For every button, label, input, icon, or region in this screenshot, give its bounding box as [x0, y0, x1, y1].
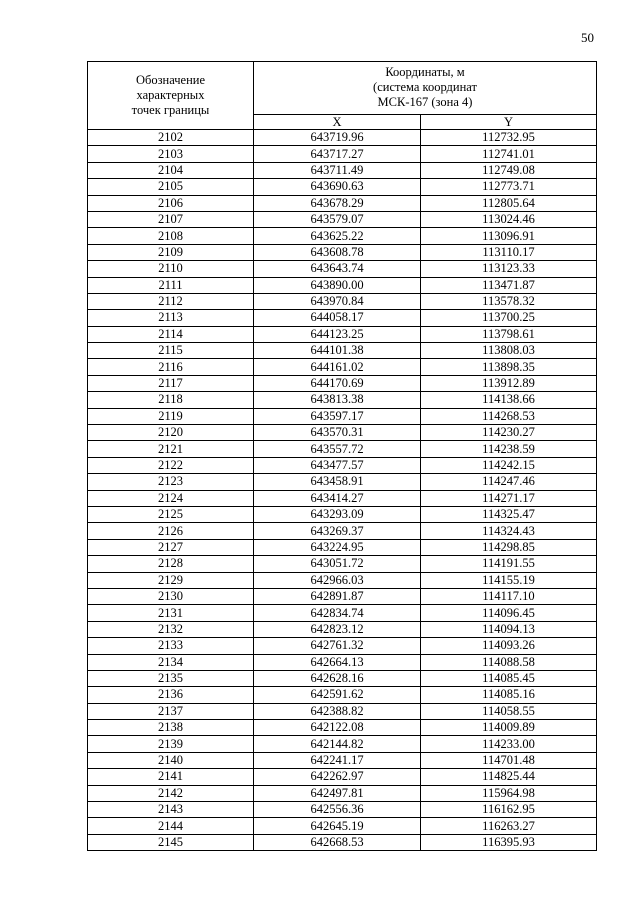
- header-id-line: Обозначение: [135, 73, 206, 87]
- header-y: Y: [421, 114, 597, 129]
- point-id-cell: 2104: [88, 162, 254, 178]
- coordinates-table: [87, 61, 597, 851]
- y-cell: 114230.27: [421, 425, 597, 441]
- x-cell: 642241.17: [254, 752, 421, 768]
- table-row: [88, 130, 597, 146]
- table-body: [88, 130, 597, 851]
- y-cell: 114094.13: [421, 621, 597, 637]
- header-id-line: характерных: [136, 88, 205, 102]
- y-cell: 113024.46: [421, 211, 597, 227]
- table-row: [88, 523, 597, 539]
- x-cell: 643269.37: [254, 523, 421, 539]
- table-row: [88, 638, 597, 654]
- table-row: [88, 785, 597, 801]
- x-cell: 642664.13: [254, 654, 421, 670]
- x-cell: 643293.09: [254, 506, 421, 522]
- y-cell: 114191.55: [421, 556, 597, 572]
- header-x: X: [254, 114, 421, 129]
- y-cell: 113912.89: [421, 375, 597, 391]
- table-row: [88, 539, 597, 555]
- point-id-cell: 2116: [88, 359, 254, 375]
- x-cell: 642645.19: [254, 818, 421, 834]
- point-id-cell: 2122: [88, 457, 254, 473]
- x-cell: 642628.16: [254, 670, 421, 686]
- table-row: [88, 490, 597, 506]
- x-cell: 642891.87: [254, 588, 421, 604]
- point-id-cell: 2127: [88, 539, 254, 555]
- point-id-cell: 2107: [88, 211, 254, 227]
- x-cell: 642388.82: [254, 703, 421, 719]
- y-cell: 114093.26: [421, 638, 597, 654]
- table-row: [88, 211, 597, 227]
- table-row: [88, 818, 597, 834]
- x-cell: 644161.02: [254, 359, 421, 375]
- y-cell: 114238.59: [421, 441, 597, 457]
- point-id-cell: 2136: [88, 687, 254, 703]
- x-cell: 643711.49: [254, 162, 421, 178]
- point-id-cell: 2118: [88, 392, 254, 408]
- point-id-cell: 2140: [88, 752, 254, 768]
- y-cell: 114138.66: [421, 392, 597, 408]
- table-row: [88, 687, 597, 703]
- page-number: 50: [581, 30, 594, 45]
- x-cell: 644101.38: [254, 343, 421, 359]
- table-row: [88, 802, 597, 818]
- y-cell: 114825.44: [421, 769, 597, 785]
- x-cell: 644058.17: [254, 310, 421, 326]
- y-cell: 114088.58: [421, 654, 597, 670]
- table-row: [88, 392, 597, 408]
- point-id-cell: 2139: [88, 736, 254, 752]
- y-cell: 115964.98: [421, 785, 597, 801]
- table-row: [88, 834, 597, 850]
- table-row: [88, 441, 597, 457]
- table-row: [88, 162, 597, 178]
- table-row: [88, 293, 597, 309]
- y-cell: 113898.35: [421, 359, 597, 375]
- point-id-cell: 2114: [88, 326, 254, 342]
- y-cell: 116263.27: [421, 818, 597, 834]
- y-cell: 113471.87: [421, 277, 597, 293]
- point-id-cell: 2105: [88, 179, 254, 195]
- table-row: [88, 228, 597, 244]
- x-cell: 643890.00: [254, 277, 421, 293]
- point-id-cell: 2128: [88, 556, 254, 572]
- point-id-cell: 2130: [88, 588, 254, 604]
- point-id-cell: 2108: [88, 228, 254, 244]
- y-cell: 114096.45: [421, 605, 597, 621]
- y-cell: 114324.43: [421, 523, 597, 539]
- x-cell: 643570.31: [254, 425, 421, 441]
- y-cell: 113123.33: [421, 261, 597, 277]
- x-cell: 643678.29: [254, 195, 421, 211]
- y-cell: 114009.89: [421, 720, 597, 736]
- header-coords-line: (система координат: [373, 80, 477, 95]
- point-id-cell: 2109: [88, 244, 254, 260]
- point-id-cell: 2134: [88, 654, 254, 670]
- y-cell: 113700.25: [421, 310, 597, 326]
- table-row: [88, 146, 597, 162]
- x-cell: 643557.72: [254, 441, 421, 457]
- point-id-cell: 2135: [88, 670, 254, 686]
- point-id-cell: 2103: [88, 146, 254, 162]
- point-id-cell: 2138: [88, 720, 254, 736]
- x-cell: 643690.63: [254, 179, 421, 195]
- x-cell: 643813.38: [254, 392, 421, 408]
- table-row: [88, 654, 597, 670]
- point-id-cell: 2117: [88, 375, 254, 391]
- header-id-line: точек границы: [131, 103, 210, 117]
- x-cell: 643414.27: [254, 490, 421, 506]
- x-cell: 642966.03: [254, 572, 421, 588]
- table-row: [88, 703, 597, 719]
- x-cell: 643458.91: [254, 474, 421, 490]
- x-cell: 644123.25: [254, 326, 421, 342]
- point-id-cell: 2141: [88, 769, 254, 785]
- x-cell: 642591.62: [254, 687, 421, 703]
- point-id-cell: 2142: [88, 785, 254, 801]
- x-cell: 643625.22: [254, 228, 421, 244]
- point-id-cell: 2145: [88, 834, 254, 850]
- point-id-cell: 2121: [88, 441, 254, 457]
- table-row: [88, 474, 597, 490]
- point-id-cell: 2143: [88, 802, 254, 818]
- point-id-cell: 2119: [88, 408, 254, 424]
- header-coords-line: МСК-167 (зона 4): [377, 95, 473, 110]
- y-cell: 114701.48: [421, 752, 597, 768]
- table-row: [88, 621, 597, 637]
- table-row: [88, 572, 597, 588]
- x-cell: 643051.72: [254, 556, 421, 572]
- table-row: [88, 310, 597, 326]
- y-cell: 114085.16: [421, 687, 597, 703]
- x-cell: 643608.78: [254, 244, 421, 260]
- table-row: [88, 375, 597, 391]
- y-cell: 113808.03: [421, 343, 597, 359]
- y-cell: 114233.00: [421, 736, 597, 752]
- y-cell: 114058.55: [421, 703, 597, 719]
- x-cell: 643717.27: [254, 146, 421, 162]
- point-id-cell: 2132: [88, 621, 254, 637]
- point-id-cell: 2113: [88, 310, 254, 326]
- point-id-cell: 2124: [88, 490, 254, 506]
- y-cell: 114271.17: [421, 490, 597, 506]
- x-cell: 642823.12: [254, 621, 421, 637]
- x-cell: 643970.84: [254, 293, 421, 309]
- table-row: [88, 179, 597, 195]
- table-row: [88, 326, 597, 342]
- x-cell: 642834.74: [254, 605, 421, 621]
- point-id-cell: 2111: [88, 277, 254, 293]
- x-cell: 643597.17: [254, 408, 421, 424]
- x-cell: 643643.74: [254, 261, 421, 277]
- x-cell: 642497.81: [254, 785, 421, 801]
- table-row: [88, 408, 597, 424]
- y-cell: 114325.47: [421, 506, 597, 522]
- table-row: [88, 244, 597, 260]
- point-id-cell: 2133: [88, 638, 254, 654]
- table-row: [88, 506, 597, 522]
- point-id-cell: 2129: [88, 572, 254, 588]
- table-row: [88, 195, 597, 211]
- y-cell: 114242.15: [421, 457, 597, 473]
- point-id-cell: 2144: [88, 818, 254, 834]
- y-cell: 112741.01: [421, 146, 597, 162]
- y-cell: 113798.61: [421, 326, 597, 342]
- point-id-cell: 2137: [88, 703, 254, 719]
- table-row: [88, 556, 597, 572]
- table-row: [88, 277, 597, 293]
- y-cell: 114268.53: [421, 408, 597, 424]
- header-coordinates: [254, 62, 597, 115]
- y-cell: 113110.17: [421, 244, 597, 260]
- table-row: [88, 752, 597, 768]
- point-id-cell: 2120: [88, 425, 254, 441]
- x-cell: 643719.96: [254, 130, 421, 146]
- point-id-cell: 2123: [88, 474, 254, 490]
- point-id-cell: 2131: [88, 605, 254, 621]
- y-cell: 112773.71: [421, 179, 597, 195]
- y-cell: 113096.91: [421, 228, 597, 244]
- point-id-cell: 2102: [88, 130, 254, 146]
- x-cell: 642668.53: [254, 834, 421, 850]
- table-row: [88, 720, 597, 736]
- y-cell: 114298.85: [421, 539, 597, 555]
- point-id-cell: 2110: [88, 261, 254, 277]
- x-cell: 642144.82: [254, 736, 421, 752]
- x-cell: 642556.36: [254, 802, 421, 818]
- x-cell: 642761.32: [254, 638, 421, 654]
- x-cell: 643224.95: [254, 539, 421, 555]
- table-row: [88, 359, 597, 375]
- point-id-cell: 2125: [88, 506, 254, 522]
- y-cell: 112749.08: [421, 162, 597, 178]
- table-row: [88, 343, 597, 359]
- header-point-designation: [88, 62, 254, 130]
- table-row: [88, 261, 597, 277]
- table-header: [88, 62, 597, 130]
- table-row: [88, 769, 597, 785]
- y-cell: 114085.45: [421, 670, 597, 686]
- y-cell: 116395.93: [421, 834, 597, 850]
- x-cell: 643477.57: [254, 457, 421, 473]
- point-id-cell: 2106: [88, 195, 254, 211]
- y-cell: 113578.32: [421, 293, 597, 309]
- table-row: [88, 736, 597, 752]
- x-cell: 643579.07: [254, 211, 421, 227]
- x-cell: 644170.69: [254, 375, 421, 391]
- y-cell: 112732.95: [421, 130, 597, 146]
- y-cell: 112805.64: [421, 195, 597, 211]
- point-id-cell: 2112: [88, 293, 254, 309]
- y-cell: 114155.19: [421, 572, 597, 588]
- table-row: [88, 605, 597, 621]
- point-id-cell: 2115: [88, 343, 254, 359]
- point-id-cell: 2126: [88, 523, 254, 539]
- table-row: [88, 670, 597, 686]
- header-coords-line: Координаты, м: [385, 65, 465, 80]
- y-cell: 116162.95: [421, 802, 597, 818]
- y-cell: 114117.10: [421, 588, 597, 604]
- table-row: [88, 425, 597, 441]
- y-cell: 114247.46: [421, 474, 597, 490]
- x-cell: 642122.08: [254, 720, 421, 736]
- table-row: [88, 588, 597, 604]
- x-cell: 642262.97: [254, 769, 421, 785]
- table-row: [88, 457, 597, 473]
